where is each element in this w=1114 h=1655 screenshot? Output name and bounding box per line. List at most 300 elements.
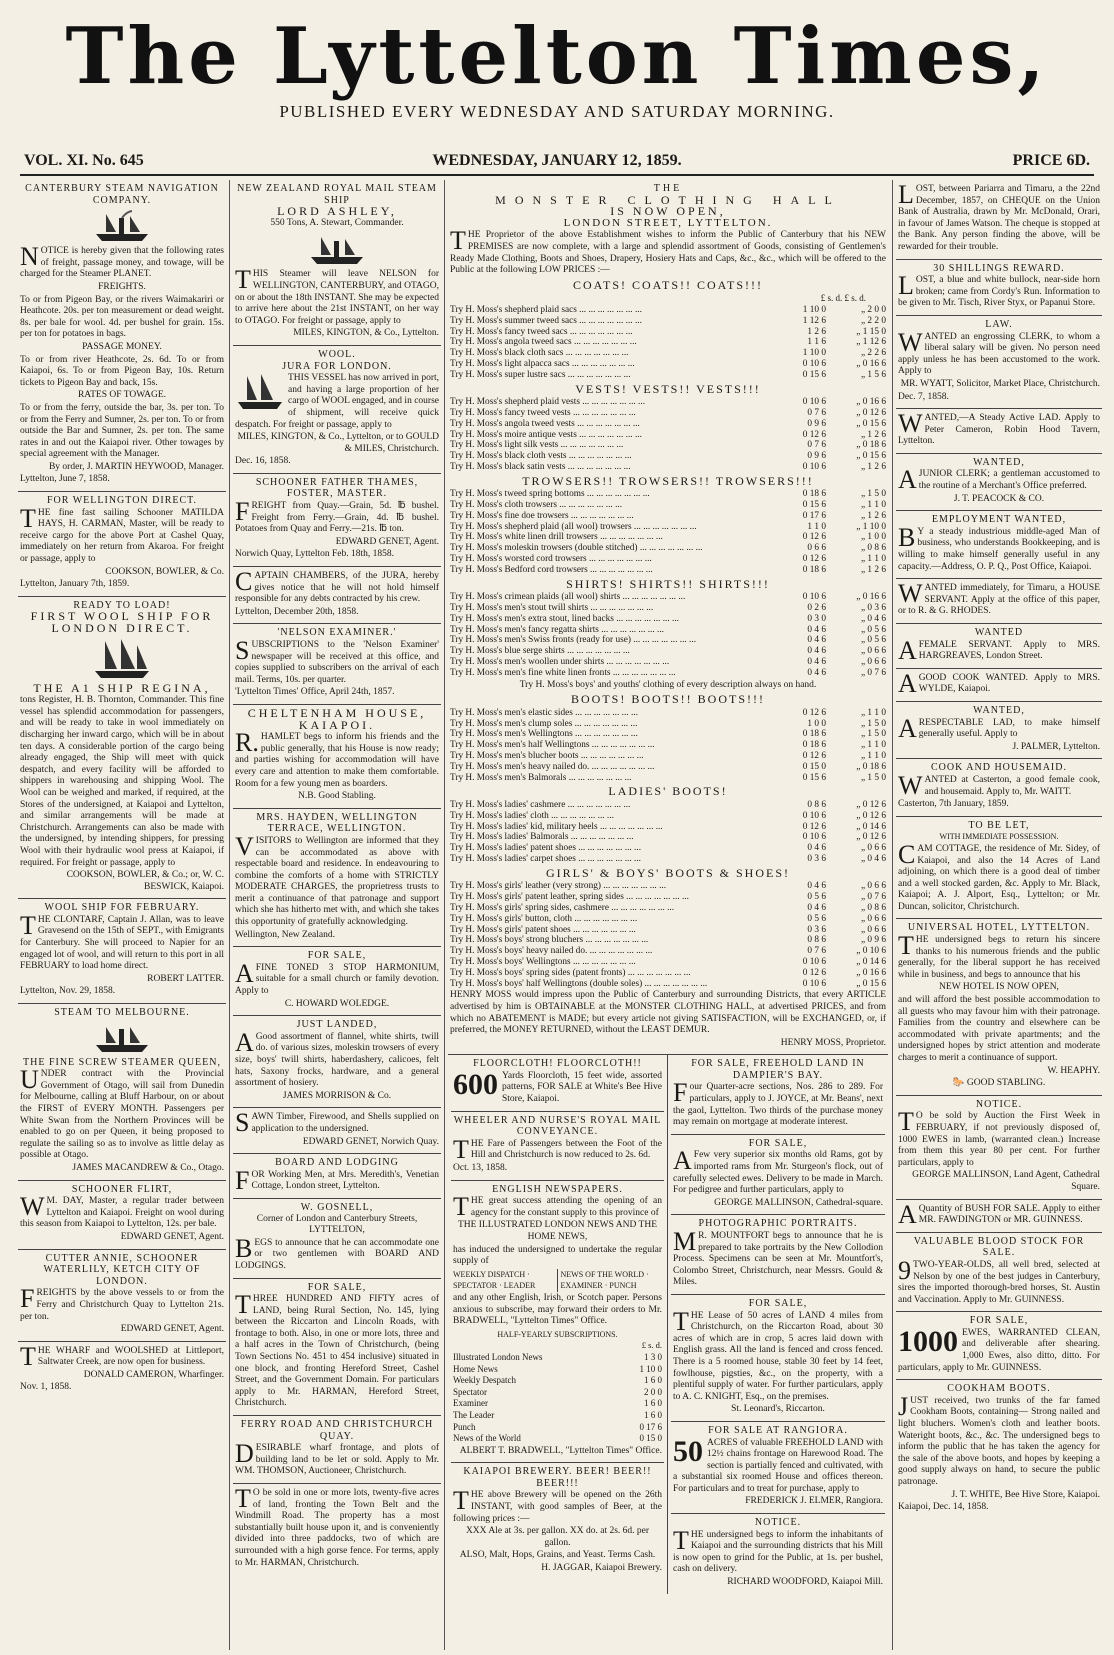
column-3-lower-left (448, 1055, 668, 1593)
item-name: Try H. Moss's boys' heavy nailed do. ... ... ... ... ... ... ... (450, 946, 653, 957)
price-from: 0 4 6 (807, 881, 826, 892)
item-name: Try H. Moss's summer tweed sacs ... ... ... ... ... ... ... (450, 315, 642, 326)
ad-date: Dec. 7, 1858. (898, 391, 949, 402)
item-name: Try H. Moss's boys' spring sides (patent fronts) ... ... ... ... ... ... ... (450, 967, 691, 978)
price-to: „ 0 7 6 (860, 892, 886, 903)
price-row (450, 719, 886, 730)
column-3-lower-right (668, 1055, 888, 1593)
price-row (450, 305, 886, 316)
item-name: Try H. Moss's worsted cord trowsers ... ... ... ... ... ... ... (450, 554, 652, 565)
price-row (450, 635, 886, 646)
ad-heading: COOKHAM BOOTS. (947, 1383, 1051, 1395)
price-from: 0 4 6 (807, 657, 826, 668)
price-row (450, 348, 886, 359)
price-to: „ 0 12 6 (856, 832, 886, 843)
ad-body: ALSO, Malt, Hops, Grains, and Yeast. Terms Cash. (459, 1550, 656, 1561)
sailing-ship-icon (91, 637, 153, 681)
ad-place: St. Leonard's, Riccarton. (731, 1404, 825, 1415)
ad-signoff: EDWARD GENET, Agent. (120, 1324, 224, 1335)
ad-heading: SCHOONER FATHER THAMES, FOSTER, MASTER. (255, 476, 419, 500)
ad-signoff: H. JAGGAR, Kaiapoi Brewery. (541, 1563, 662, 1574)
photo-ad (671, 1215, 885, 1295)
ship-name: LORD ASHLEY, (277, 204, 397, 219)
price-from: 1 1 0 (807, 521, 826, 532)
price-from: 0 5 6 (807, 892, 826, 903)
ad-signoff: J. PALMER, Lyttelton. (1012, 741, 1100, 752)
price-from: 1 12 6 (802, 315, 826, 326)
item-name: Try H. Moss's boys' half Wellingtons (double soles) ... ... ... ... ... ... ... (450, 978, 708, 989)
price-row (450, 592, 886, 603)
price-to: „ 1 2 6 (860, 510, 886, 521)
ad-heading: FOR SALE, (307, 950, 367, 962)
price-from: 1 0 0 (807, 718, 826, 729)
ad-body: THE Proprietor of the above Establishment wishes to inform the Public of Canterbury that his NEW PREMISES are now complete, with a large and splendid assortment of Goods, consisting of Gentlemen's Ready Made Clothing, Boots and Shoes, Drapery, Hosiery Hats and Caps, &c., &c., which will be offered to the Public at the following LOW PRICES :— (450, 226, 886, 276)
nelson-examiner-ad (233, 624, 441, 705)
ad-body: FOR Working Men, at Mrs. Meredith's, Venetian Cottage, London street, Lyttelton. (235, 1165, 439, 1195)
ad-heading: MRS. HAYDEN, WELLINGTON TERRACE, WELLINGTON. (256, 811, 418, 835)
ad-body: AGOOD COOK WANTED. Apply to MRS. WYLDE, Kaiapoi. (898, 668, 1100, 698)
steamship-icon (92, 208, 152, 244)
price-to: „ 1 0 0 (860, 532, 886, 543)
ad-signoff: COOKSON, BOWLER, & Co. (105, 566, 224, 577)
item-name: Try H. Moss's ladies' cashmere ... ... ... ... ... ... ... (450, 799, 631, 810)
price-row (450, 614, 886, 625)
ad-heading: FERRY ROAD AND CHRISTCHURCH QUAY. (240, 1419, 434, 1442)
price-to: „ 1 2 6 (860, 429, 886, 440)
price-row (450, 408, 886, 419)
item-name: Try H. Moss's cloth trowsers ... ... ... ... ... ... ... (450, 500, 623, 511)
price-to: „ 0 8 6 (860, 543, 886, 554)
ad-signoff: ALBERT T. BRADWELL, "Lyttelton Times" Office. (459, 1445, 662, 1456)
ad-heading: JUST LANDED, (296, 1019, 378, 1031)
price-to: „ 1 5 0 (860, 729, 886, 740)
ad-body: THE Fare of Passengers between the Foot of the Hill and Christchurch is now reduced to 2s. 6d. (453, 1134, 662, 1164)
rangiora-ad (671, 1422, 885, 1514)
subscription-row (453, 1433, 662, 1445)
house-servant-ad (896, 579, 1102, 624)
ad-body: DESIRABLE wharf frontage, and plots of building land to be let or sold. Apply to Mr. WM. THOMSON, Auctioneer, Christchurch. (235, 1439, 439, 1477)
price-from: 0 4 6 (807, 646, 826, 657)
item-name: Try H. Moss's girls' button, cloth ... ... ... ... ... ... ... (450, 913, 638, 924)
ad-body: LOST, between Pariarra and Timaru, a the 22nd December, 1857, on CHEQUE on the Union Bank of Australia, drawn by Mr. McDonald, Orari, in favour of James Watson. The cheque is stopped at the Bank. Any person finding the above, will be rewarded for their trouble. (898, 180, 1100, 252)
masthead-subtitle: PUBLISHED EVERY WEDNESDAY AND SATURDAY MORNING. (279, 102, 835, 121)
ship-name: THE A1 SHIP REGINA, (33, 680, 211, 695)
ad-signoff: GEORGE MALLINSON, Cathedral-square. (714, 1197, 883, 1208)
ad-body: UNDER contract with the Provincial Government of Otago, will sail from Dunedin for Melbourne, calling at Bluff Harbour, on or about the FIRST of EVERY MONTH. Passengers per White Swan from the Northern Provinces will be enabled to go on per Queen, it being proposed to regulate the sailing so as to involve as little delay as possible at Otago. (20, 1065, 224, 1161)
price-from: 0 15 6 (802, 772, 826, 783)
price-list (450, 592, 886, 678)
price-from: 0 5 6 (807, 913, 826, 924)
price-from: 0 12 6 (802, 707, 826, 718)
steam-melbourne-ad (18, 1004, 226, 1181)
ad-signoff: EDWARD GENET, Agent. (120, 1231, 224, 1242)
price-row (450, 625, 886, 636)
ad-body: JUST received, two trunks of the far famed Cookham Boots, containing— Strong nailed and light bluchers. Women's cloth and leather boots. Wateright boots, &c., &c. The undersigned begs to inform the public that he has taken the agency for the sale of the above boots, and hopes by keeping a good supply always on hand, to secure the public patronage. (898, 1391, 1100, 1487)
gosnell-ad (233, 1199, 441, 1279)
item-name: Try H. Moss's girls' patent leather, spring sides ... ... ... ... ... ... ... (450, 892, 689, 903)
ad-heading: WANTED, (973, 704, 1025, 716)
ad-signoff: ROBERT LATTER. (147, 973, 224, 984)
ad-heading: VALUABLE BLOOD STOCK FOR SALE. (913, 1235, 1085, 1259)
wheeler-ad (451, 1112, 664, 1181)
ad-date: Casterton, 7th January, 1859. (898, 799, 1009, 810)
issue-date: WEDNESDAY, JANUARY 12, 1859. (432, 152, 682, 169)
price-to: „ 0 14 6 (856, 821, 886, 832)
ad-body: To or from river Heathcote, 2s. 6d. To or from Kaiapoi, 6s. To or from Pigeon Bay, 10s. Return tickets to Pigeon Bay and back, 15s. (20, 354, 224, 388)
ad-subheading: THE ILLUSTRATED LONDON NEWS AND THE HOME NEWS, (457, 1220, 658, 1243)
ad-body: VISITORS to Wellington are informed that they can be accommodated as above with respectable board and residence. In endeavouring to combine the comforts of a home with STRICTLY MODERATE CHARGES, the proprietress trusts to merit a continuance of that patronage and support which she has hitherto met with, and which she takes this opportunity of gratefully acknowledging. (235, 831, 439, 928)
ad-body: AGood assortment of flannel, white shirts, twill do. of various sizes, moleskin trowsers of every size, boys' twill shirts, haberdashery, calicoes, felt hats, Saxony frocks, hardware, and a general assortment of hosiery. (235, 1027, 439, 1089)
female-servant-ad (896, 624, 1102, 669)
ad-body: 9TWO-YEAR-OLDS, all well bred, selected at Nelson by one of the best judges in Canterbury, sires the imported thorough-bred horses, St. Austin and Vaccination. Apply to Mr. GUINNESS. (898, 1255, 1100, 1305)
ad-body: THE CLONTARF, Captain J. Allan, was to leave Gravesend on the 15th of SEPT., with Emigrants for Canterbury. She will proceed to Napier for an engaged lot of wool, and will return to this port in all FEBRUARY to load home direct. (20, 910, 224, 972)
item-name: Try H. Moss's ladies' carpet shoes ... ... ... ... ... ... ... (450, 853, 642, 864)
ad-heading: CHELTENHAM HOUSE, KAIAPOI. (247, 705, 427, 732)
ewes-sale-ad (896, 1312, 1102, 1380)
price-row (450, 729, 886, 740)
ad-body: THE WHARF and WOOLSHED at Littleport, Saltwater Creek, are now open for business. (20, 1341, 224, 1371)
price-row (450, 359, 886, 370)
price-from: 0 15 6 (802, 500, 826, 511)
price-row (450, 430, 886, 441)
ad-body: WM. DAY, Master, a regular trader between Lyttelton and Kaiapoi. Freight on wool during this season from Kaiapoi to Lyttelton, 12s. per bale. (20, 1192, 224, 1230)
price-to: „ 0 4 6 (860, 853, 886, 864)
price-from: 0 12 6 (802, 554, 826, 565)
price-to: „ 0 5 6 (860, 635, 886, 646)
ad-subheading: NEW HOTEL IS NOW OPEN, (939, 982, 1059, 993)
price-from: 0 7 6 (807, 407, 826, 418)
ad-body: NOTICE is hereby given that the following rates of freight, passage money, and towage, will be charged for the Steamer PLANET. (20, 242, 224, 280)
board-lodging-ad (233, 1154, 441, 1199)
ad-signoff: EDWARD GENET, Norwich Quay. (302, 1136, 439, 1147)
big-number: 50 (673, 1434, 703, 1468)
item-name: Try H. Moss's men's clump soles ... ... ... ... ... ... ... (450, 718, 638, 729)
floorcloth-ad (451, 1055, 664, 1111)
ad-body: EWES, WARRANTED CLEAN, and deliverable after shearing. 1,000 Ewes, also ditto, ditto. For particulars, apply to Mr. GUINNESS. (898, 1327, 1100, 1373)
price-from: 0 10 6 (802, 397, 826, 408)
price-to: „ 0 8 6 (860, 902, 886, 913)
price-row (450, 419, 886, 430)
price-row (450, 935, 886, 946)
ad-body: THE fine fast sailing Schooner MATILDA HAYS, H. CARMAN, Master, will be ready to receive cargo for the above Port at Cashel Quay, immediately on her return from Akaroa. For freight or passage, apply to (20, 503, 224, 565)
price-row (450, 370, 886, 381)
price-from: 0 10 6 (802, 956, 826, 967)
harmonium-ad (233, 947, 441, 1016)
price-from: 0 9 6 (807, 418, 826, 429)
paper-name: Spectator (453, 1386, 487, 1397)
price-row (450, 337, 886, 348)
item-name: Try H. Moss's boys' strong bluchers ... ... ... ... ... ... ... (450, 935, 649, 946)
price-row (450, 740, 886, 751)
ad-heading: NOTICE. (754, 1517, 802, 1529)
price-from: 0 8 6 (807, 799, 826, 810)
ad-body: HENRY MOSS would impress upon the Public of Canterbury and surrounding Districts, that every ARTICLE advertised by him is OBTAINABLE at the MONSTER CLOTHING HALL, at advertised PRICES, and from which no ABATEMENT is MADE; but every article not giving SATISFACTION, will be EXCHANGED, or, if preferred, the MONEY RETURNED, without the LEAST DEMUR. (450, 990, 886, 1036)
ad-body: TO be sold in one or more lots, twenty-five acres of land, fronting the Town Belt and the Windmill Road. The property has a most substantially built house upon it, and is conveniently divided into three paddocks, two of which are surrounded with a high gorse fence. For terms, apply to Mr. HARMAN, Christchurch. (235, 1484, 439, 1568)
ad-signoff: HENRY MOSS, Proprietor. (780, 1037, 886, 1048)
price-to: „ 2 0 0 (860, 304, 886, 315)
column-2 (233, 180, 441, 1650)
ferry-road-ad (233, 1416, 441, 1484)
ad-heading: KAIAPOI BREWERY. BEER! BEER!! BEER!!! (463, 1466, 652, 1489)
ad-heading: CUTTER ANNIE, SCHOONER WATERLILY, KETCH CITY OF LONDON. (43, 1252, 201, 1287)
price-to: „ 1 15 0 (856, 326, 886, 337)
item-name: Try H. Moss's ladies' kid, military heels ... ... ... ... ... ... ... (450, 821, 663, 832)
sailing-ship-icon (235, 372, 285, 412)
price-from: 0 10 6 (802, 810, 826, 821)
item-name: Try H. Moss's men's extra stout, lined backs ... ... ... ... ... ... ... (450, 613, 679, 624)
paper-name: The Leader (453, 1409, 495, 1420)
price-list (450, 708, 886, 784)
price-from: 0 4 6 (807, 624, 826, 635)
volume-number: VOL. XI. No. 645 (24, 152, 144, 169)
price-to: „ 1 5 6 (860, 369, 886, 380)
item-name: Try H. Moss's men's Balmorals ... ... ... ... ... ... ... (450, 772, 632, 783)
ad-subheading: Corner of London and Canterbury Streets, LYTTELTON, (256, 1213, 418, 1236)
ad-body: THE great success attending the opening of an agency for the constant supply to this province of (453, 1192, 662, 1222)
price-row (450, 327, 886, 338)
price-to: „ 1 1 0 (860, 751, 886, 761)
ad-body: and will afford the best possible accommodation to all guests who may favour him with their patronage. Families from the country and elsewhere can be accommodated with private apartments; and the undersigned hopes by strict attention and moderate charges to merit a continuance of support. (898, 995, 1100, 1063)
ad-heading: EMPLOYMENT WANTED, (931, 514, 1067, 526)
housemaid-ad (896, 759, 1102, 816)
ad-date: Lyttelton, June 7, 1858. (20, 474, 110, 485)
ad-heading: BOARD AND LODGING (275, 1157, 399, 1169)
price-to: „ 0 6 6 (860, 913, 886, 924)
ad-body: MR. MOUNTFORT begs to announce that he is prepared to take portraits by the New Collodion Process. Specimens can be seen at Mr. Mountfort's, Colombo Street, Christchurch, near Messrs. Gould & Miles. (673, 1227, 883, 1288)
price-row (450, 708, 886, 719)
ad-heading: WANTED, (973, 456, 1025, 468)
subscription-row (453, 1364, 662, 1376)
item-name: Try H. Moss's men's fancy regatta shirts ... ... ... ... ... ... ... (450, 624, 664, 635)
paper-price: 1 10 0 (639, 1363, 662, 1374)
column-rule (444, 180, 445, 1650)
reward-ad (896, 260, 1102, 316)
ad-date: Lyttelton, December 20th, 1858. (235, 606, 359, 617)
price-list (450, 489, 886, 575)
subscription-row (453, 1352, 662, 1364)
price-to: „ 0 9 6 (860, 935, 886, 946)
ad-body: Yards Floorcloth, 15 feet wide, assorted patterns, FOR SALE at White's Bee Hive Store, Kaiapoi. (502, 1070, 662, 1105)
paper-name: Weekly Despatch (453, 1375, 516, 1386)
price-row (450, 440, 886, 451)
item-name: Try H. Moss's ladies' Balmorals ... ... ... ... ... ... ... (450, 832, 634, 843)
price-row (450, 646, 886, 657)
section-title: GIRLS' & BOYS' BOOTS & SHOES! (545, 865, 791, 880)
ad-body: SAWN Timber, Firewood, and Shells supplied on application to the undersigned. (235, 1108, 439, 1138)
paper-name: Illustrated London News (453, 1351, 543, 1362)
price-to: „ 1 5 0 (860, 718, 886, 729)
price-row (450, 532, 886, 543)
ad-heading: UNIVERSAL HOTEL, LYTTELTON. (907, 922, 1091, 934)
price-from: 0 15 0 (802, 761, 826, 772)
price-row (450, 843, 886, 854)
paper-price: 1 6 0 (644, 1375, 662, 1386)
ad-body: LOST, a blue and white bullock, near-side horn broken; came from Cordy's Run. Information to be given to Mr. Tisch, River Styx, or Papanui Store. (898, 271, 1100, 309)
ad-heading: FOR SALE, (748, 1137, 808, 1149)
mill-notice-ad (671, 1514, 885, 1594)
item-name: Try H. Moss's crimean plaids (all wool) shirts ... ... ... ... ... ... ... (450, 592, 686, 603)
price-from: 0 12 6 (802, 429, 826, 440)
ad-body: CAM COTTAGE, the residence of Mr. Sidey, of Kaiapoi, and also the 14 Acres of Land adjoining, on which there is a good deal of timber and a well stocked garden, &c. Apply to Mr. Black, Kaiapoi; A. J. Alport, Esq., Lyttelton; or Mr. Duncan, solicitor, Christchurch. (898, 839, 1100, 912)
ad-body: WANTED an engrossing CLERK, to whom a liberal salary will be given. No person need apply unless he has been accustomed to the work. Apply to (898, 327, 1100, 377)
ad-body: AFEMALE SERVANT. Apply to MRS. HARGREAVES, London Street. (898, 635, 1100, 665)
price-row (450, 489, 886, 500)
ad-heading: TO BE LET, (968, 819, 1030, 831)
universal-hotel-ad (896, 919, 1102, 1095)
item-name: Try H. Moss's boys' Wellingtons ... ... ... ... ... ... ... (450, 956, 636, 967)
price-row (450, 881, 886, 892)
price-to: „ 1 10 0 (856, 521, 886, 532)
price-to: „ 1 2 6 (860, 461, 886, 472)
price-to: „ 0 3 6 (860, 603, 886, 614)
price-to: „ 1 5 0 (860, 772, 886, 783)
paper-price: 1 6 0 (644, 1409, 662, 1420)
ad-date: Lyttelton, Nov. 29, 1858. (20, 986, 116, 997)
price-from: 0 9 6 (807, 451, 826, 462)
ad-heading: WANTED (974, 627, 1024, 638)
item-name: Try H. Moss's black cloth sacs ... ... ... ... ... ... ... (450, 348, 629, 359)
town-lots-ad (233, 1484, 441, 1574)
employment-ad (896, 511, 1102, 579)
ad-body: AFINE TONED 3 STOP HARMONIUM, suitable for a small church or family devotion. Apply to (235, 958, 439, 997)
column-3 (448, 180, 888, 1650)
item-name: Try H. Moss's men's fine white linen fronts ... ... ... ... ... ... ... (450, 667, 676, 678)
price-row (450, 603, 886, 614)
royal-mail-ad (233, 180, 441, 346)
item-name: Try H. Moss's moleskin trowsers (double stitched) ... ... ... ... ... ... ... (450, 543, 703, 554)
item-name: Try H. Moss's black satin vests ... ... ... ... ... ... ... (450, 461, 631, 472)
price-to: „ 0 12 6 (856, 810, 886, 821)
price-row (450, 892, 886, 903)
paper-name: News of the World (453, 1433, 521, 1444)
price-from: 0 4 6 (807, 902, 826, 913)
subscription-row (453, 1410, 662, 1422)
price-from: 0 10 6 (802, 592, 826, 603)
ad-subheading: FIRST WOOL SHIP FOR LONDON DIRECT. (30, 609, 214, 635)
ad-date: Norwich Quay, Lyttelton Feb. 18th, 1858. (235, 549, 395, 560)
ad-subheading: THE FINE SCREW STEAMER QUEEN, (23, 1056, 221, 1068)
price-to: „ 1 5 0 (860, 489, 886, 500)
ad-body: CAPTAIN CHAMBERS, of the JURA, hereby gives notice that he will not hold himself responsible for any debts contracted by his crew. (235, 567, 439, 605)
item-name: Try H. Moss's ladies' patent shoes ... ... ... ... ... ... ... (450, 843, 642, 854)
price-to: „ 0 6 6 (860, 843, 886, 854)
respectable-lad-ad (896, 702, 1102, 759)
ad-body: BEGS to announce that he can accommodate one or two gentlemen with BOARD AND LODGINGS. (235, 1233, 439, 1271)
ad-signoff: DONALD CAMERON, Wharfinger. (83, 1369, 224, 1380)
schooner-flirt-ad (18, 1181, 226, 1250)
price-row (450, 822, 886, 833)
steamship-icon (92, 1021, 152, 1055)
item-name: Try H. Moss's light silk vests ... ... ... ... ... ... ... (450, 440, 624, 451)
price-row (450, 832, 886, 843)
ad-body: FREIGHTS by the above vessels to or from the Ferry and Christchurch Quay to Lyttelton 21s. per ton. (20, 1284, 224, 1322)
item-name: Try H. Moss's men's half Wellingtons ... ... ... ... ... ... ... (450, 740, 655, 751)
ad-signoff: MILES, KINGTON, & Co., Lyttelton. (293, 328, 439, 339)
ad-body: THREE HUNDRED AND FIFTY acres of LAND, being Rural Section, No. 145, lying between the Riccarton and Lincoln Roads, with frontage to both. Also, in one or more lots, three and a half acres in the Town of Christchurch, (being Town Sections No. 451 to 454 inclusive) situated in one block, and fronting Hereford Street, Cashel Street, and the Government Domain. For particulars apply to Mr. HARMAN, Hereford Street, Christchurch. (235, 1290, 439, 1409)
price-row (450, 397, 886, 408)
price-row (450, 925, 886, 936)
price-from: 0 12 6 (802, 967, 826, 978)
paper-name: Examiner (453, 1398, 488, 1409)
wool-jura-ad (233, 346, 441, 474)
ad-note (898, 1078, 1100, 1090)
ad-heading: FOR SALE AT RANGIORA. (708, 1424, 848, 1436)
ad-body: has induced the undersigned to undertake the regular supply of (453, 1244, 662, 1267)
price-to: „ 1 1 0 (860, 500, 886, 511)
ad-subheading: WITH IMMEDIATE POSSESSION. (939, 832, 1059, 842)
lad-ad (896, 409, 1102, 454)
ad-body: THE Lease of 50 acres of LAND 4 miles from Christchurch, on the Riccarton Road, about 30 acres of which are in crop, 5 acres laid down with English grass. All the land is fenced and cross fenced. There is a 5 roomed house, stable 30 feet by 14 feet, fowlhouse, pigsties, &c., on the property, with a plentiful supply of water. For further particulars, apply to A. C. KNIGHT, Esq., on the premises. (673, 1306, 883, 1402)
item-name: Try H. Moss's fancy tweed vests ... ... ... ... ... ... ... (450, 407, 636, 418)
price-row (450, 762, 886, 773)
column-3-lower (448, 1055, 888, 1593)
section-title: BOOTS! BOOTS!! BOOTS!!! (571, 692, 765, 707)
ad-body: FREIGHT from Quay.—Grain, 5d. ℔ bushel. Freight from Ferry.—Grain, 4d. ℔ bushel. Potatoes from Quay and Ferry.—21s. ℔ ton. (235, 497, 439, 535)
ad-body: WANTED at Casterton, a good female cook, and housemaid. Apply to, Mr. WAITT. (898, 770, 1100, 800)
ad-date: Nov. 1, 1858. (20, 1382, 72, 1393)
wool-february-ad (18, 899, 226, 1004)
canterbury-steam-ad (18, 180, 226, 492)
price-from: 0 3 0 (807, 613, 826, 624)
item-name: Try H. Moss's moire antique vests ... ... ... ... ... ... ... (450, 429, 642, 440)
price-list (450, 397, 886, 473)
ad-body: ARESPECTABLE LAD, to make himself generally useful. Apply to (898, 713, 1100, 743)
ad-body: and any other English, Irish, or Scotch paper. Persons anxious to subscribe, may forward their orders to Mr. BRADWELL, "Lyttelton Times" Office. (453, 1292, 662, 1327)
english-newspapers-ad (451, 1181, 664, 1464)
lost-cheque-ad (896, 180, 1102, 260)
price-from: 0 18 6 (802, 489, 826, 500)
price-from: 0 12 6 (802, 821, 826, 832)
price-from: 0 4 6 (807, 667, 826, 678)
price-to: „ 2 2 6 (860, 348, 886, 359)
ad-heading: LAW. (985, 318, 1013, 330)
price-to: „ 0 12 6 (856, 407, 886, 418)
price-row (450, 903, 886, 914)
ad-heading: NEW ZEALAND ROYAL MAIL STEAM SHIP (237, 183, 437, 206)
price-from: 0 18 6 (802, 564, 826, 575)
steamship-icon (307, 231, 367, 267)
ad-subheading: HALF-YEARLY SUBSCRIPTIONS. (497, 1329, 618, 1339)
wellington-direct-ad (18, 492, 226, 597)
cutter-annie-ad (18, 1250, 226, 1342)
price-row (450, 957, 886, 968)
ad-date: Dec. 16, 1858. (235, 456, 291, 467)
item-name: Try H. Moss's tweed spring bottoms ... ... ... ... ... ... ... (450, 489, 650, 500)
ad-body: WANTED immediately, for Timaru, a HOUSE SERVANT. Apply at the office of this paper, or to R. & G. RHODES. (898, 579, 1100, 617)
ad-signoff: RICHARD WOODFORD, Kaiapoi Mill. (727, 1577, 883, 1588)
price-to: „ 1 1 0 (860, 740, 886, 751)
item-name: Try H. Moss's men's Wellingtons ... ... ... ... ... ... ... (450, 729, 638, 740)
dateline (24, 152, 1090, 174)
ad-date: Lyttelton, January 7th, 1859. (20, 579, 130, 590)
ad-signoff: J. T. PEACOCK & CO. (953, 493, 1045, 504)
ad-heading: FLOORCLOTH! FLOORCLOTH!! (473, 1058, 642, 1070)
ad-heading: ENGLISH NEWSPAPERS. (492, 1183, 623, 1195)
price-row (450, 451, 886, 462)
price-to: „ 0 5 6 (860, 624, 886, 635)
price-row (450, 462, 886, 473)
item-name: Try H. Moss's light alpacca sacs ... ... ... ... ... ... ... (450, 358, 635, 369)
ad-heading: IS NOW OPEN, (610, 204, 726, 219)
ad-heading: 'NELSON EXAMINER.' (277, 627, 397, 639)
subscription-row (453, 1375, 662, 1387)
price-list (450, 305, 886, 381)
subscription-row (453, 1398, 662, 1410)
ad-body: AQuantity of BUSH FOR SALE. Apply to either MR. FAWDINGTON or MR. GUINNESS. (898, 1199, 1100, 1229)
price-to: „ 0 6 6 (860, 646, 886, 657)
ad-heading: 30 SHILLINGS REWARD. (933, 262, 1065, 274)
ad-body: R.HAMLET begs to inform his friends and the public generally, that his House is now ready; and parties wishing for accommodation will have every care and attention to make them comfortable. Room for a few young men as boarders. (235, 728, 439, 789)
